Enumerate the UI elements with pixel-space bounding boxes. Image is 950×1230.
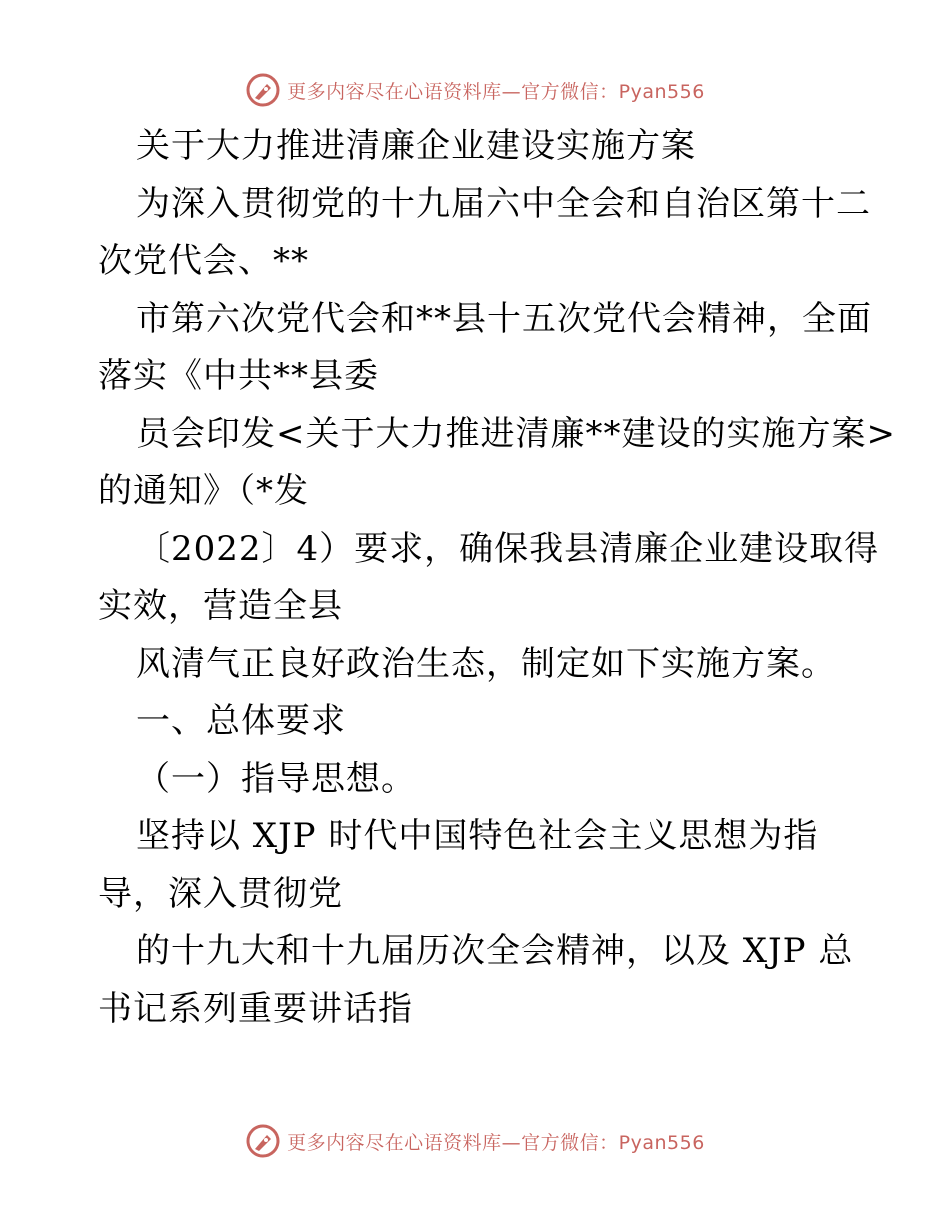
paragraph-line: 〔2022〕4）要求，确保我县清廉企业建设取得 [136,528,880,569]
paragraph-line: 坚持以 XJP 时代中国特色社会主义思想为指 [136,816,819,856]
watermark-footer [0,1121,950,1161]
watermark-header [0,70,950,110]
paragraph-line: 为深入贯彻党的十九届六中全会和自治区第十二 [136,183,871,224]
document-title: 关于大力推进清廉企业建设实施方案 [136,126,696,166]
paragraph-line: 的十九大和十九届历次全会精神，以及 XJP 总 [136,931,854,971]
paragraph-line: 书记系列重要讲话指 [98,988,413,1029]
paragraph-line: 次党代会、** [98,241,309,281]
watermark-text: 更多内容尽在心语资料库—官方微信：Pyan556 [287,80,705,103]
paragraph-line: 市第六次党代会和**县十五次党代会精神，全面 [136,298,872,339]
pen-nib-logo-icon [245,72,281,108]
pen-nib-logo-icon [245,1123,281,1159]
paragraph-line: 实效，营造全县 [98,586,343,626]
paragraph-line: 导，深入贯彻党 [98,873,343,914]
document-body [98,118,896,1038]
paragraph-line: 的通知》（*发 [98,471,309,511]
paragraph-line: 落实《中共**县委 [98,356,379,396]
paragraph-line: 员会印发<关于大力推进清廉**建设的实施方案> [136,413,896,454]
section-heading: 一、总体要求 [136,701,346,741]
watermark-text: 更多内容尽在心语资料库—官方微信：Pyan556 [287,1131,705,1154]
paragraph-line: 风清气正良好政治生态，制定如下实施方案。 [136,643,836,684]
subsection-heading: （一）指导思想。 [136,758,416,799]
